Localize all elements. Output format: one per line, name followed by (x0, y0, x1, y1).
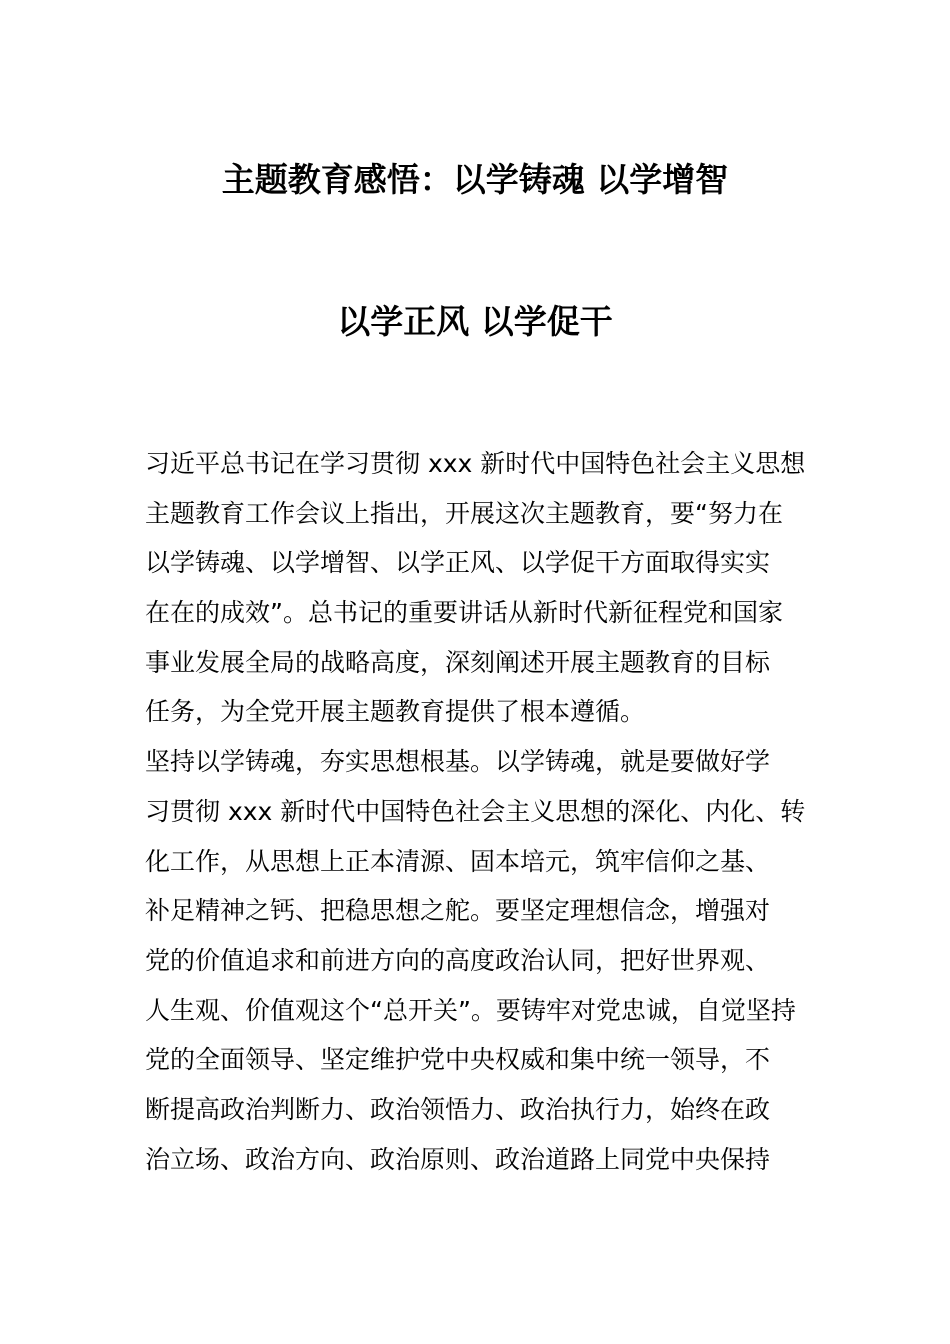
body-line: 人生观、价值观这个“总开关”。要铸牢对党忠诚，自觉坚持 (145, 995, 796, 1025)
body-line: 治立场、政治方向、政治原则、政治道路上同党中央保持 (145, 1144, 771, 1174)
body-line: 在在的成效”。总书记的重要讲话从新时代新征程党和国家 (145, 598, 783, 628)
body-line: 党的价值追求和前进方向的高度政治认同，把好世界观、 (145, 945, 771, 975)
document-title-line-1: 主题教育感悟：以学铸魂 以学增智 (221, 160, 729, 199)
body-line: 坚持以学铸魂，夯实思想根基。以学铸魂，就是要做好学 (145, 747, 771, 777)
body-line: 以学铸魂、以学增智、以学正风、以学促干方面取得实实 (145, 548, 771, 578)
body-line: 任务，为全党开展主题教育提供了根本遵循。 (145, 697, 646, 727)
document-title-line-2: 以学正风 以学促干 (337, 302, 613, 341)
body-line: 习近平总书记在学习贯彻 xxx 新时代中国特色社会主义思想 (145, 449, 806, 478)
body-line: 事业发展全局的战略高度，深刻阐述开展主题教育的目标 (145, 647, 771, 677)
body-line: 断提高政治判断力、政治领悟力、政治执行力，始终在政 (145, 1094, 771, 1124)
body-line: 主题教育工作会议上指出，开展这次主题教育，要“努力在 (145, 498, 783, 528)
body-line: 化工作，从思想上正本清源、固本培元，筑牢信仰之基、 (145, 846, 771, 876)
body-line: 补足精神之钙、把稳思想之舵。要坚定理想信念，增强对 (145, 896, 771, 926)
body-line: 党的全面领导、坚定维护党中央权威和集中统一领导，不 (145, 1045, 771, 1075)
body-line: 习贯彻 xxx 新时代中国特色社会主义思想的深化、内化、转 (145, 796, 806, 826)
document-body (145, 439, 825, 1184)
